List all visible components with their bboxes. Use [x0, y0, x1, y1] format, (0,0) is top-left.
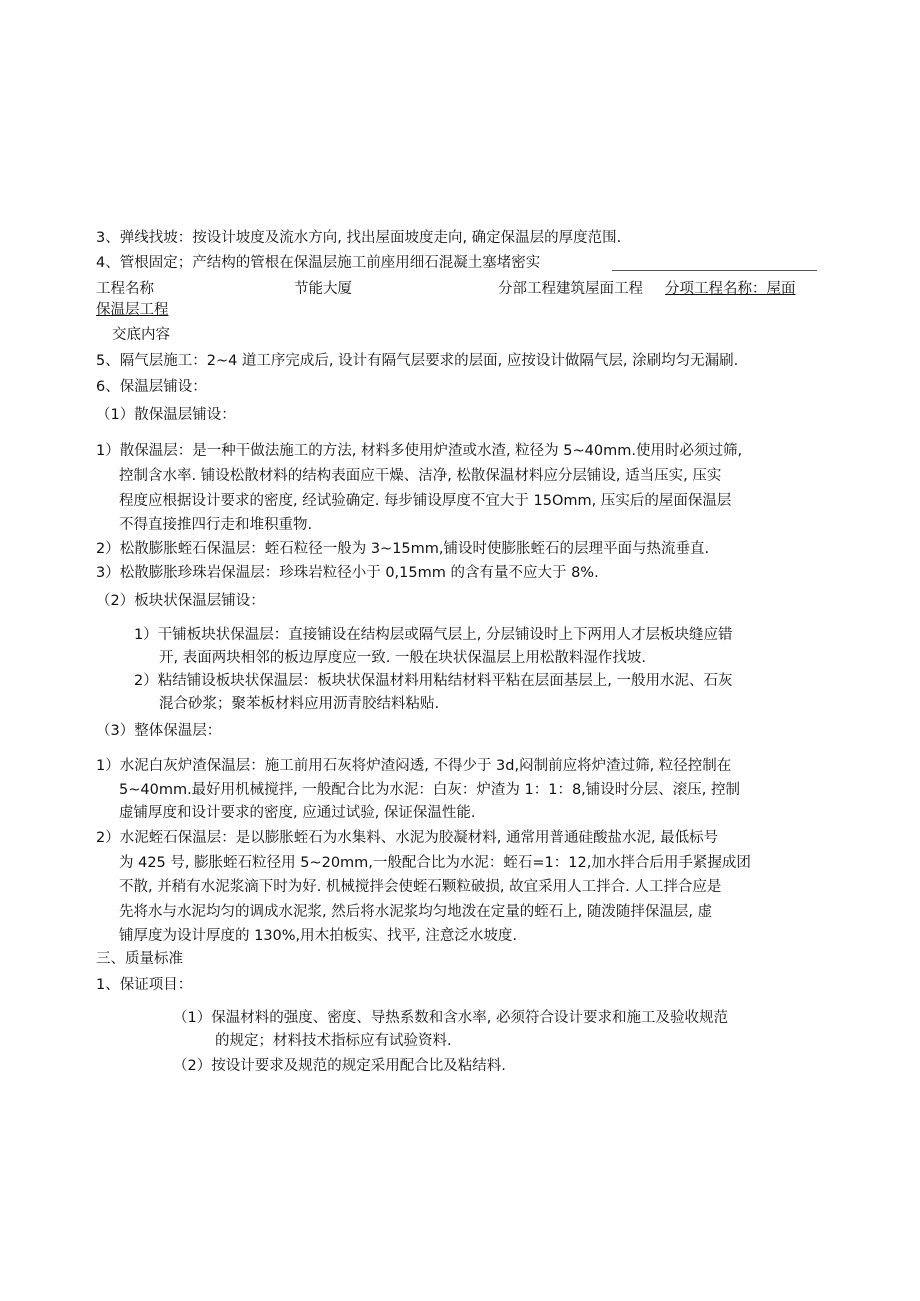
step-3-text: 3、弹线找坡：按设计坡度及流水方向, 找出屋面坡度走向, 确定保温层的厚度范围. — [96, 230, 622, 246]
label-item-name: 分项工程名称：屋面 — [665, 281, 796, 297]
fill-in-underline — [612, 270, 817, 271]
loose-layer-line-3: 程度应根据设计要求的密度, 经试验确定. 每步铺设厚度不宜大于 15Omm, 压实后的屋面保温层 — [119, 493, 732, 509]
bonded-board-line-1: 2）粘结铺设板块状保温层：板块状保温材料用粘结材料平粘在层面基层上, 一般用水泥、石灰 — [134, 673, 733, 689]
project-name-value: 节能大厦 — [294, 281, 352, 297]
section-3-heading: （3）整体保温层： — [96, 723, 222, 739]
section-2-heading: （2）板块状保温层铺设： — [96, 593, 265, 609]
loose-layer-line-4: 不得直接推四行走和堆积重物. — [119, 517, 313, 533]
perlite-loose-line: 3）松散膨胀珍珠岩保温层：珍珠岩粒径小于 0,15mm 的含有量不应大于 8%. — [96, 565, 599, 581]
slag-layer-line-1: 1）水泥白灰炉渣保温层：施工前用石灰将炉渣闷透, 不得少于 3d,闷制前应将炉渣过筛, 粒径控制在 — [96, 758, 732, 774]
quality-standard-heading: 三、质量标准 — [96, 951, 183, 967]
step-6-heading: 6、保温层铺设： — [96, 379, 207, 395]
loose-layer-line-1: 1）散保温层：是一种干做法施工的方法, 材料多使用炉渣或水渣, 粒径为 5~40mm.使用时必须过筛, — [96, 443, 743, 459]
label-project-name: 工程名称 — [96, 281, 154, 297]
dry-board-line-1: 1）干铺板块状保温层：直接铺设在结构层或隔气层上, 分层铺设时上下两用人才层板块缝应错 — [134, 627, 733, 643]
label-division: 分部工程建筑屋面工程 — [498, 281, 643, 297]
cement-vermiculite-line-4: 先将水与水泥均匀的调成水泥浆, 然后将水泥浆均匀地泼在定量的蛭石上, 随泼随拌保温层, 虚 — [119, 904, 713, 920]
slag-layer-line-3: 虚铺厚度和设计要求的密度, 应通过试验, 保证保温性能. — [119, 805, 476, 821]
item-name-value: 保温层工程 — [96, 302, 169, 318]
disclosure-heading: 交底内容 — [112, 327, 170, 343]
bonded-board-line-2: 混合砂浆；聚苯板材料应用沥青胶结料粘贴. — [159, 696, 440, 712]
step-4-text: 4、管根固定；产结构的管根在保温层施工前座用细石混凝土塞堵密实 — [96, 255, 541, 271]
dry-board-line-2: 开, 表面两块相邻的板边厚度应一致. 一般在块状保温层上用松散料湿作找坡. — [159, 650, 647, 666]
step-5-text: 5、隔气层施工：2~4 道工序完成后, 设计有隔气层要求的层面, 应按设计做隔气层, 涂刷均匀无漏刷. — [96, 353, 739, 369]
guarantee-items-heading: 1、保证项目： — [96, 977, 193, 993]
section-1-heading: （1）散保温层铺设： — [96, 407, 236, 423]
guarantee-item-1-line-1: （1）保温材料的强度、密度、导热系数和含水率, 必须符合设计要求和施工及验收规范 — [173, 1010, 728, 1026]
vermiculite-loose-line: 2）松散膨胀蛭石保温层：蛭石粒径一般为 3~15mm,铺设时使膨胀蛭石的层理平面与热流垂直. — [96, 541, 710, 557]
guarantee-item-2: （2）按设计要求及规范的规定采用配合比及粘结料. — [173, 1058, 506, 1074]
cement-vermiculite-line-3: 不散, 并稍有水泥浆滴下时为好. 机械搅拌会使蛭石颗粒破损, 故宜采用人工拌合. 人工拌合应是 — [119, 879, 722, 895]
loose-layer-line-2: 控制含水率. 铺设松散材料的结构表面应干燥、洁净, 松散保温材料应分层铺设, 适当压实, 压实 — [119, 468, 722, 484]
cement-vermiculite-line-5: 铺厚度为设计厚度的 130%,用木拍板实、找平, 注意泛水坡度. — [119, 928, 517, 944]
cement-vermiculite-line-1: 2）水泥蛭石保温层：是以膨胀蛭石为水集料、水泥为胶凝材料, 通常用普通硅酸盐水泥, 最低标号 — [96, 830, 719, 846]
guarantee-item-1-line-2: 的规定；材料技术指标应有试验资料. — [215, 1033, 452, 1049]
slag-layer-line-2: 5~40mm.最好用机械搅拌, 一般配合比为水泥：白灰：炉渣为 1：1：8,铺设时分层、滚压, 控制 — [119, 782, 741, 798]
cement-vermiculite-line-2: 为 425 号, 膨胀蛭石粒径用 5~20mm,一般配合比为水泥：蛭石=1：12,加水拌合后用手紧握成团 — [119, 855, 751, 871]
